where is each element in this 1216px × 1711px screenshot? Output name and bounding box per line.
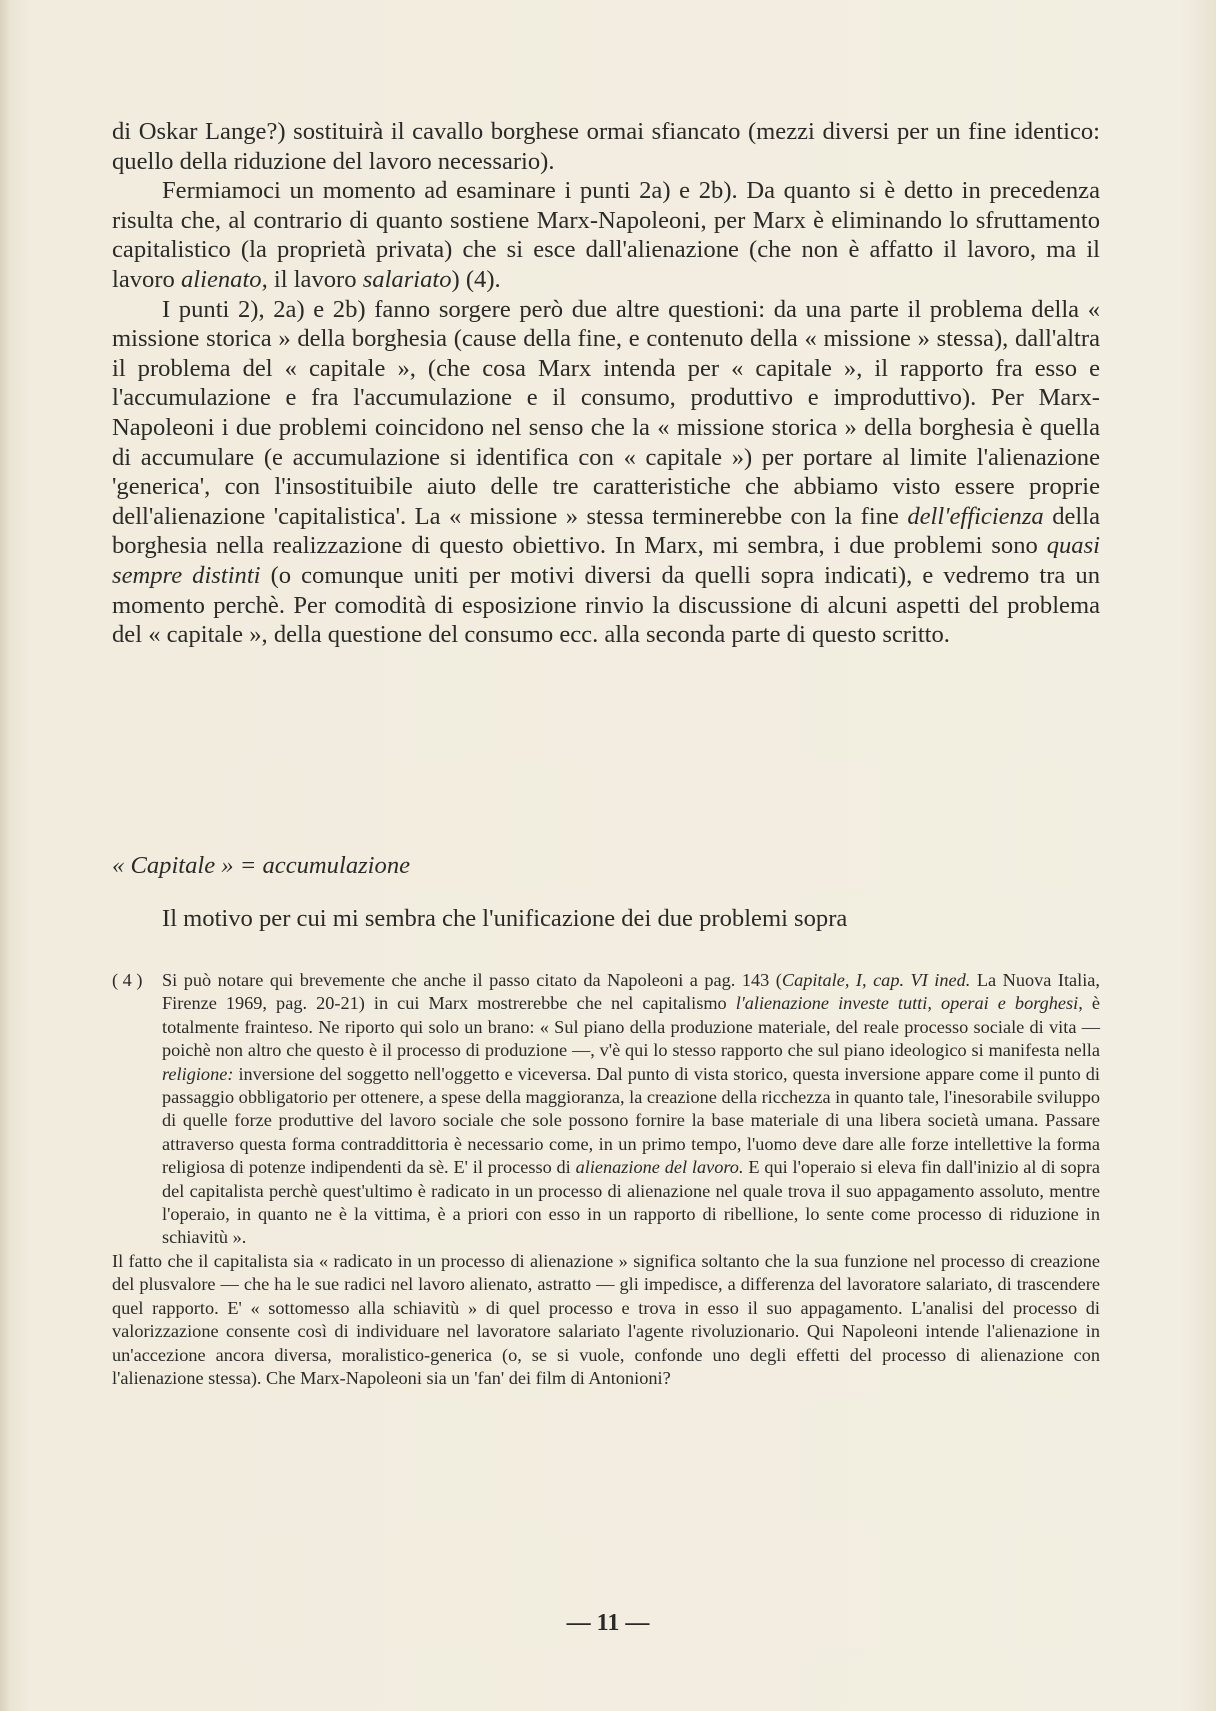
- main-text: [112, 117, 1100, 650]
- paragraph-3: I punti 2), 2a) e 2b) fanno sorgere però due altre questioni: da una parte il problema della « missione storica » della borghesia (cause della fine, e contenuto della « missione » stessa), dall'altra il problema del « capitale », (che cosa Marx intenda per « capitale », il rapporto fra esso e l'accumulazione e fra l'accumulazione e il consumo, produttivo e improduttivo). Per Marx-Napoleoni i due problemi coincidono nel senso che la « missione storica » della borghesia è quella di accumulare (e accumulazione si identifica con « capitale ») per portare al limite l'alienazione 'generica', con l'insostituibile aiuto delle tre caratteristiche che abbiamo visto essere proprie dell'alienazione 'capitalistica'. La « missione » stessa terminerebbe con la fine dell'efficienza della borghesia nella realizzazione di questo obiettivo. In Marx, mi sembra, i due problemi sono quasi sempre distinti (o comunque uniti per motivi diversi da quelli sopra indicati), e vedremo tra un momento perchè. Per comodità di esposizione rinvio la discussione di alcuni aspetti del problema del « capitale », della questione del consumo ecc. alla seconda parte di questo scritto.: [112, 295, 1100, 649]
- section-heading: « Capitale » = accumulazione: [112, 852, 411, 879]
- footnote-mark: ( 4 ): [112, 970, 143, 990]
- paragraph-2: Fermiamoci un momento ad esaminare i punti 2a) e 2b). Da quanto si è detto in precedenza risulta che, al contrario di quanto sostiene Marx-Napoleoni, per Marx è eliminando lo sfruttamento capitalistico (la proprietà privata) che si esce dall'alienazione (che non è affatto il lavoro, ma il lavoro alienato, il lavoro salariato) (4).: [112, 177, 1100, 293]
- footnote-4: [112, 969, 1100, 1390]
- page-number: — 11 —: [566, 1610, 650, 1636]
- paragraph-1: di Oskar Lange?) sostituirà il cavallo borghese ormai sfiancato (mezzi diversi per un fine identico: quello della riduzione del lavoro necessario).: [112, 118, 1100, 175]
- footnote-paragraph-2: Il fatto che il capitalista sia « radicato in un processo di alienazione » significa soltanto che la sua funzione nel processo di creazione del plusvalore — che ha le sue radici nel lavoro alienato, astratto — gli impedisce, a differenza del lavoratore salariato, di trascendere quel rapporto. E' « sottomesso alla schiavitù » di quel processo e trova in esso il suo appagamento. L'analisi del processo di valorizzazione consente così di individuare nel lavoratore salariato l'agente rivoluzionario. Qui Napoleoni intende l'alienazione in un'accezione ancora diversa, moralistico-generica (o, se si vuole, confonde uno degli effetti del processo di alienazione con l'alienazione stessa). Che Marx-Napoleoni sia un 'fan' dei film di Antonioni?: [112, 1250, 1100, 1388]
- footnote-paragraph-1: Si può notare qui brevemente che anche il passo citato da Napoleoni a pag. 143 (Capitale, I, cap. VI ined. La Nuova Italia, Firenze 1969, pag. 20-21) in cui Marx mostrerebbe che nel capitalismo l'alienazione investe tutti, operai e borghesi, è totalmente frainteso. Ne riporto qui solo un brano: « Sul piano della produzione materiale, del reale processo sociale di vita — poichè non altro che questo è il processo di produzione —, v'è qui lo stesso rapporto che sul piano ideologico si manifesta nella religione: inversione del soggetto nell'oggetto e viceversa. Dal punto di vista storico, questa inversione appare come il punto di passaggio obbligatorio per ottenere, a spese della maggioranza, la creazione della ricchezza in quanto tale, l'inesorabile sviluppo di quelle forze produttive del lavoro sociale che sole possono fornire la base materiale di una libera società umana. Passare attraverso questa forma contraddittoria è necessario come, in un primo tempo, l'uomo deve dare alle forze intellettive la forma religiosa di potenze indipendenti da sè. E' il processo di alienazione del lavoro. E qui l'operaio si eleva fin dall'inizio al di sopra del capitalista perchè quest'ultimo è radicato in un processo di alienazione nel quale trova il suo appagamento assoluto, mentre l'operaio, in quanto ne è la vittima, è a priori con esso in un rapporto di ribellione, lo sente come processo di riduzione in schiavitù ».: [162, 970, 1100, 1248]
- page-edge-shadow: [0, 0, 10, 1711]
- section-first-line: Il motivo per cui mi sembra che l'unificazione dei due problemi sopra: [162, 905, 848, 932]
